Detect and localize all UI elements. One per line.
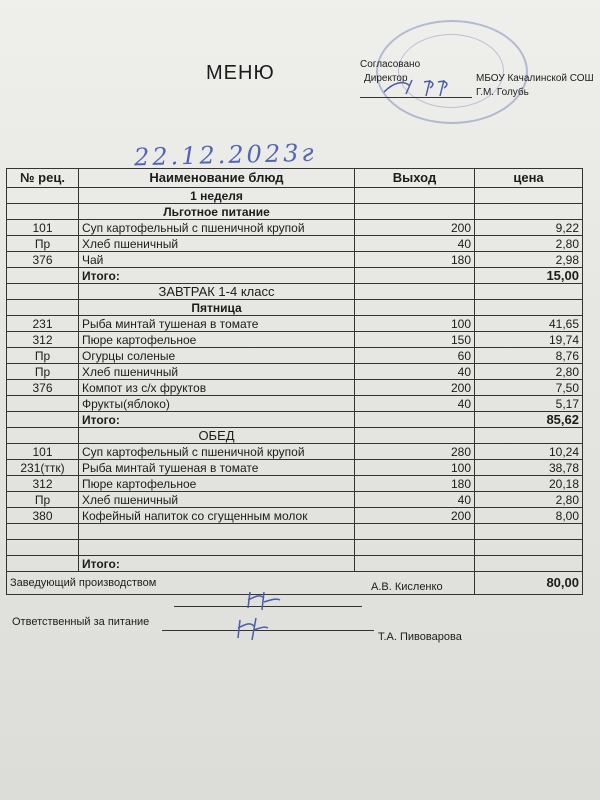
page-title: МЕНЮ [206, 62, 275, 84]
total-row [7, 556, 583, 572]
day-label: Пятница [79, 300, 355, 316]
week-row [7, 188, 583, 204]
dish-price: 8,00 [475, 508, 583, 524]
dish-price: 5,17 [475, 396, 583, 412]
table-row [7, 252, 583, 268]
dish-name: Хлеб пшеничный [79, 364, 355, 380]
dish-name: Пюре картофельное [79, 332, 355, 348]
recipe-number: 231 [7, 316, 79, 332]
dish-output: 40 [355, 396, 475, 412]
day-row [7, 300, 583, 316]
dish-output: 40 [355, 236, 475, 252]
dish-output: 180 [355, 476, 475, 492]
recipe-number: 101 [7, 220, 79, 236]
dish-name: Фрукты(яблоко) [79, 396, 355, 412]
director-name: Г.М. Голубь [476, 87, 529, 98]
manager-label: Заведующий производством [10, 577, 157, 589]
empty-row [7, 524, 583, 540]
recipe-number [7, 396, 79, 412]
dish-output: 150 [355, 332, 475, 348]
total-label: Итого: [79, 412, 355, 428]
table-header-row [7, 169, 583, 188]
total-label: Итого: [79, 556, 355, 572]
table-row [7, 476, 583, 492]
school-name: МБОУ Качалинской СОШ [476, 73, 594, 84]
dish-price: 2,80 [475, 236, 583, 252]
recipe-number: 312 [7, 476, 79, 492]
dish-output: 200 [355, 220, 475, 236]
responsible-name: Т.А. Пивоварова [378, 631, 462, 643]
dish-name: Огурцы соленые [79, 348, 355, 364]
total-value: 15,00 [475, 268, 583, 284]
section-title-benefit: Льготное питание [79, 204, 355, 220]
total-row [7, 268, 583, 284]
recipe-number: Пр [7, 492, 79, 508]
empty-row [7, 540, 583, 556]
dish-output: 40 [355, 364, 475, 380]
dish-output: 100 [355, 316, 475, 332]
recipe-number: 376 [7, 252, 79, 268]
manager-signature [244, 588, 284, 612]
dish-price: 41,65 [475, 316, 583, 332]
dish-name: Суп картофельный с пшеничной крупой [79, 220, 355, 236]
table-row [7, 332, 583, 348]
recipe-number: 231(ттк) [7, 460, 79, 476]
table-row [7, 380, 583, 396]
dish-name: Чай [79, 252, 355, 268]
dish-name: Хлеб пшеничный [79, 236, 355, 252]
dish-output: 200 [355, 508, 475, 524]
recipe-number: Пр [7, 364, 79, 380]
dish-name: Рыба минтай тушеная в томате [79, 460, 355, 476]
table-row [7, 236, 583, 252]
recipe-number: Пр [7, 348, 79, 364]
dish-price: 19,74 [475, 332, 583, 348]
table-row [7, 220, 583, 236]
total-value: 85,62 [475, 412, 583, 428]
dish-price: 2,80 [475, 492, 583, 508]
dish-price: 20,18 [475, 476, 583, 492]
recipe-number: 101 [7, 444, 79, 460]
responsible-label: Ответственный за питание [12, 616, 150, 628]
dish-price: 2,98 [475, 252, 583, 268]
column-header-dish-name: Наименование блюд [79, 169, 355, 188]
recipe-number: 376 [7, 380, 79, 396]
section-row [7, 428, 583, 444]
table-row [7, 508, 583, 524]
dish-name: Рыба минтай тушеная в томате [79, 316, 355, 332]
table-row [7, 396, 583, 412]
director-signature [380, 76, 460, 98]
approved-label: Согласовано [360, 59, 421, 70]
manager-cell [7, 572, 475, 595]
week-label: 1 неделя [79, 188, 355, 204]
dish-output: 100 [355, 460, 475, 476]
section-title-lunch: ОБЕД [79, 428, 355, 444]
total-row [7, 412, 583, 428]
column-header-recipe-number: № рец. [7, 169, 79, 188]
dish-name: Компот из с/х фруктов [79, 380, 355, 396]
dish-name: Кофейный напиток со сгущенным молок [79, 508, 355, 524]
dish-price: 8,76 [475, 348, 583, 364]
manager-row [7, 572, 583, 595]
section-row [7, 284, 583, 300]
responsible-signature [232, 614, 272, 644]
dish-name: Суп картофельный с пшеничной крупой [79, 444, 355, 460]
dish-price: 38,78 [475, 460, 583, 476]
menu-table [6, 168, 583, 595]
table-row [7, 348, 583, 364]
table-row [7, 316, 583, 332]
table-row [7, 364, 583, 380]
recipe-number: 380 [7, 508, 79, 524]
total-value: 80,00 [475, 572, 583, 595]
dish-output: 280 [355, 444, 475, 460]
column-header-price: цена [475, 169, 583, 188]
director-role: Директор [364, 73, 408, 84]
dish-output: 200 [355, 380, 475, 396]
dish-price: 2,80 [475, 364, 583, 380]
dish-price: 10,24 [475, 444, 583, 460]
menu-date: 22.12.2023г [133, 138, 317, 172]
dish-name: Пюре картофельное [79, 476, 355, 492]
recipe-number: Пр [7, 236, 79, 252]
dish-name: Хлеб пшеничный [79, 492, 355, 508]
dish-output: 60 [355, 348, 475, 364]
recipe-number: 312 [7, 332, 79, 348]
column-header-output: Выход [355, 169, 475, 188]
dish-output: 40 [355, 492, 475, 508]
manager-name: А.В. Кисленко [371, 581, 443, 593]
dish-output: 180 [355, 252, 475, 268]
table-row [7, 492, 583, 508]
section-row [7, 204, 583, 220]
section-title-breakfast: ЗАВТРАК 1-4 класс [79, 284, 355, 300]
dish-price: 7,50 [475, 380, 583, 396]
table-row [7, 460, 583, 476]
table-row [7, 444, 583, 460]
dish-price: 9,22 [475, 220, 583, 236]
total-label: Итого: [79, 268, 355, 284]
